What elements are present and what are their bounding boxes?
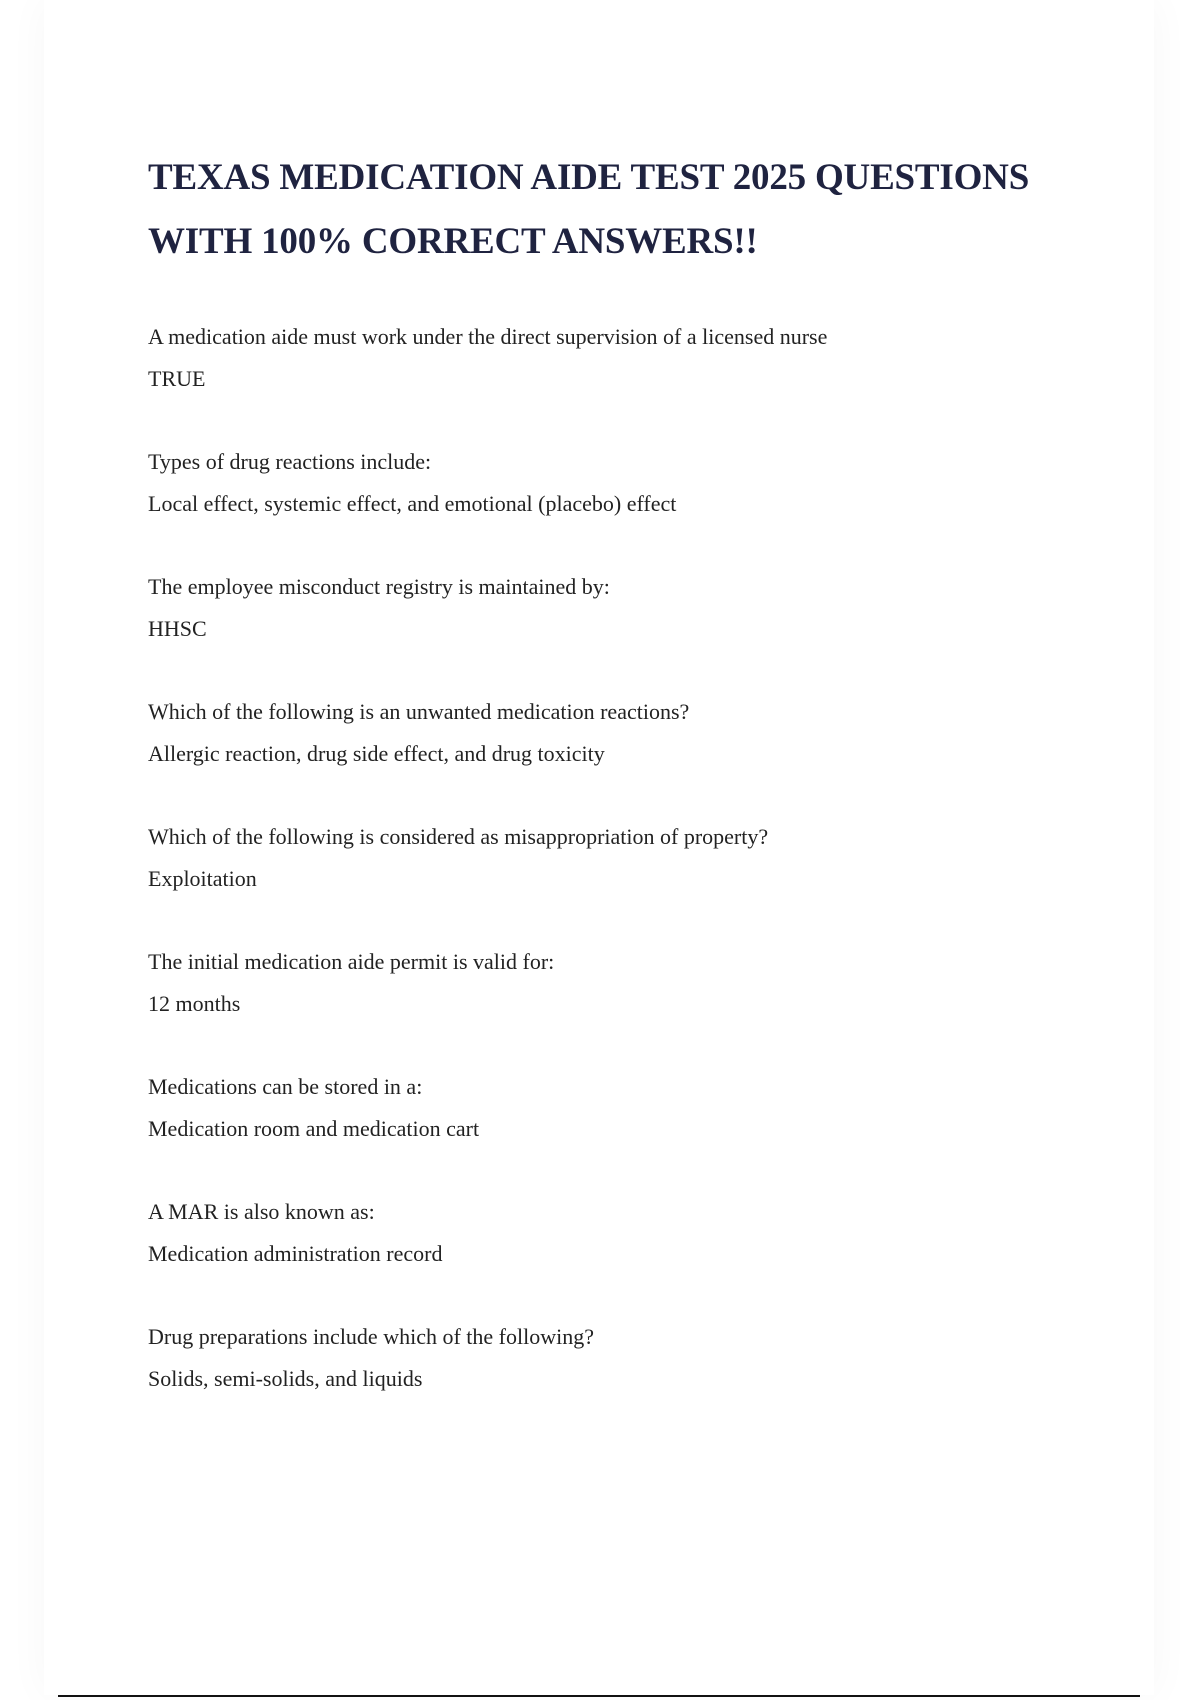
page-bottom-rule (58, 1695, 1140, 1697)
answer-text: Solids, semi-solids, and liquids (148, 1365, 423, 1391)
question-text: A MAR is also known as: (148, 1199, 375, 1224)
question-text: Medications can be stored in a: (148, 1074, 423, 1099)
qa-item (148, 1066, 827, 1191)
qa-item (148, 441, 827, 566)
qa-item (148, 566, 827, 691)
question-text: The initial medication aide permit is valid for: (148, 949, 555, 974)
title-line-2: WITH 100% CORRECT ANSWERS!! (148, 221, 758, 262)
question-text: Drug preparations include which of the following? (148, 1324, 594, 1349)
answer-text: Local effect, systemic effect, and emotional (placebo) effect (148, 490, 677, 516)
answer-text: Medication administration record (148, 1240, 443, 1266)
answer-text: Allergic reaction, drug side effect, and drug toxicity (148, 740, 605, 766)
question-text: A medication aide must work under the direct supervision of a licensed nurse (148, 324, 828, 349)
question-text: Which of the following is an unwanted medication reactions? (148, 699, 690, 724)
qa-item (148, 1191, 827, 1316)
answer-text: Medication room and medication cart (148, 1115, 480, 1141)
answer-text: 12 months (148, 990, 241, 1016)
question-text: The employee misconduct registry is maintained by: (148, 574, 610, 599)
qa-item (148, 691, 827, 816)
question-answer-list (148, 316, 827, 1441)
answer-text: HHSC (148, 615, 207, 641)
answer-text: Exploitation (148, 865, 257, 891)
answer-text: TRUE (148, 365, 206, 391)
question-text: Which of the following is considered as misappropriation of property? (148, 824, 769, 849)
title-line-1: TEXAS MEDICATION AIDE TEST 2025 QUESTIONS (148, 157, 1030, 198)
qa-item (148, 1316, 827, 1441)
qa-item (148, 816, 827, 941)
document-title (148, 146, 1029, 274)
question-text: Types of drug reactions include: (148, 449, 432, 474)
qa-item (148, 941, 827, 1066)
qa-item (148, 316, 827, 441)
